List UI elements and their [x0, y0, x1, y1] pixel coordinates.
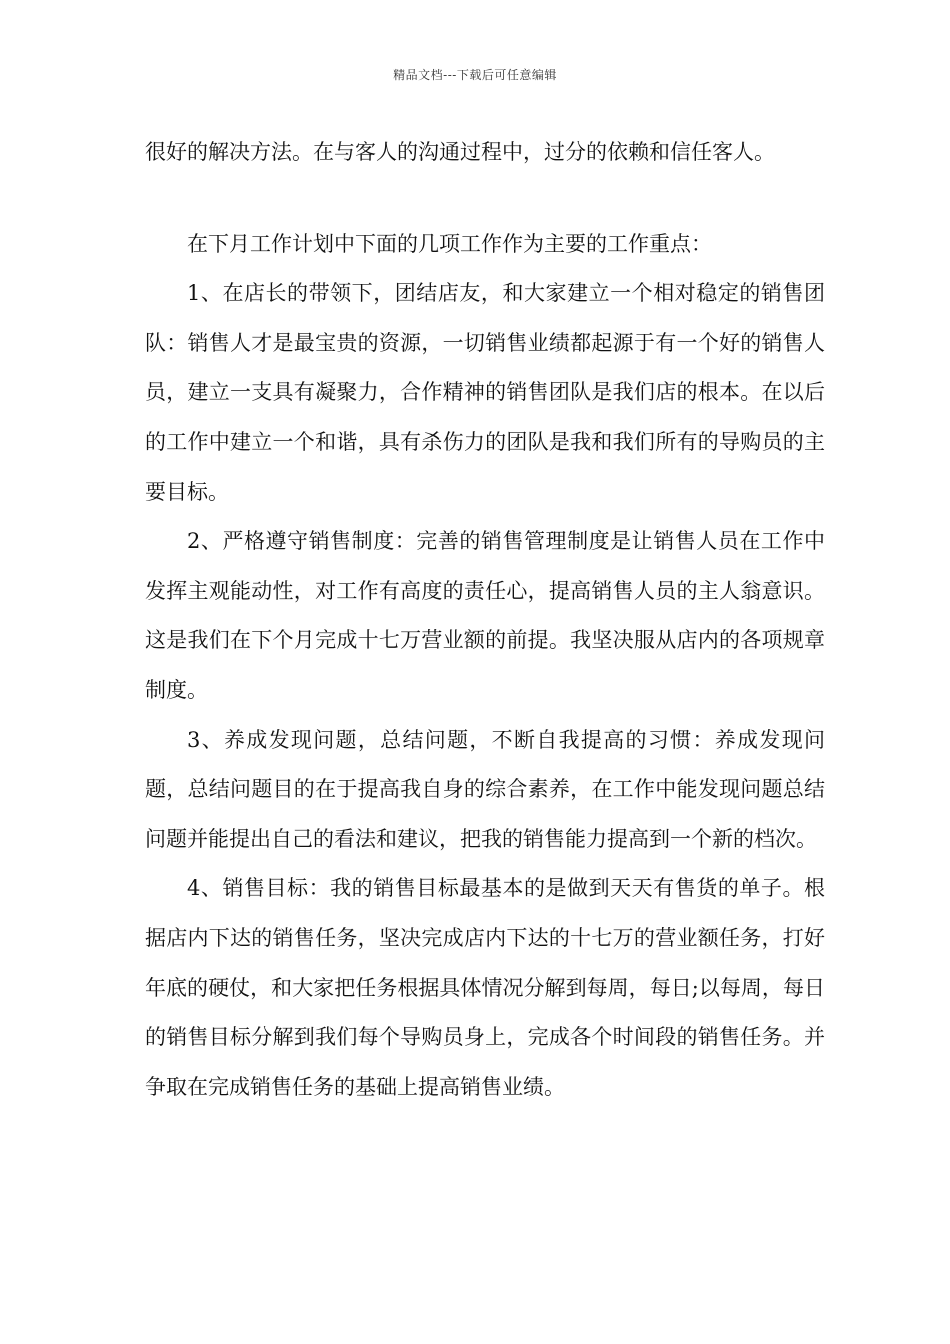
- page-header: 精品文档---下载后可任意编辑: [393, 68, 557, 82]
- paragraph-item-3: 3、养成发现问题，总结问题，不断自我提高的习惯：养成发现问题，总结问题目的在于提高我自身的综合素养，在工作中能发现问题总结问题并能提出自己的看法和建议，把我的销售能力提高到一个新的档次。: [145, 727, 825, 851]
- paragraph-item-2: 2、严格遵守销售制度：完善的销售管理制度是让销售人员在工作中发挥主观能动性，对工作有高度的责任心，提高销售人员的主人翁意识。这是我们在下个月完成十七万营业额的前提。我坚决服从店内的各项规章制度。: [145, 529, 825, 702]
- paragraph-plan-intro: 在下月工作计划中下面的几项工作作为主要的工作重点：: [187, 231, 712, 256]
- paragraph-item-4: 4、销售目标：我的销售目标最基本的是做到天天有售货的单子。根据店内下达的销售任务，坚决完成店内下达的十七万的营业额任务，打好年底的硬仗，和大家把任务根据具体情况分解到每周，每日;以每周，每日的销售目标分解到我们每个导购员身上，完成各个时间段的销售任务。并争取在完成销售任务的基础上提高销售业绩。: [145, 876, 825, 1099]
- paragraph-item-1: 1、在店长的带领下，团结店友，和大家建立一个相对稳定的销售团队：销售人才是最宝贵的资源，一切销售业绩都起源于有一个好的销售人员，建立一支具有凝聚力，合作精神的销售团队是我们店的根本。在以后的工作中建立一个和谐，具有杀伤力的团队是我和我们所有的导购员的主要目标。: [145, 281, 825, 504]
- paragraph-continuation: 很好的解决方法。在与客人的沟通过程中，过分的依赖和信任客人。: [145, 140, 775, 164]
- document-body: [145, 128, 825, 1112]
